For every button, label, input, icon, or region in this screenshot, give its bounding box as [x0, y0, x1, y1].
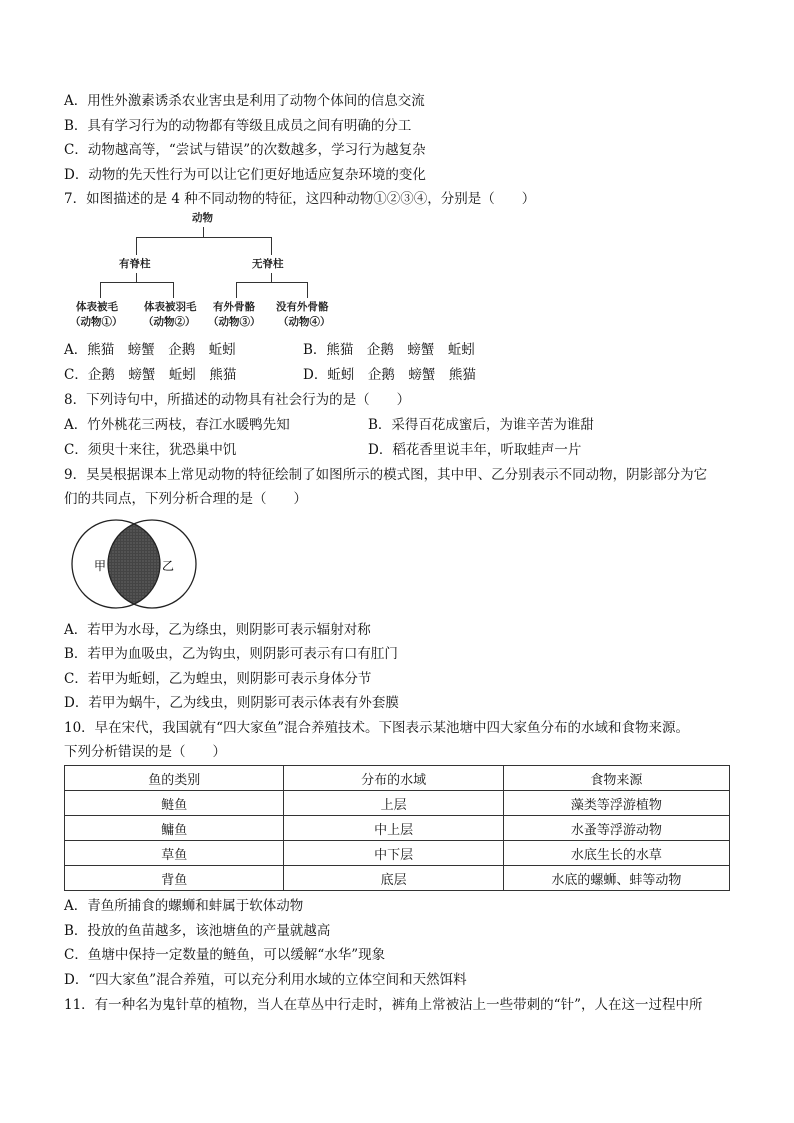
q8-option-c: C．须臾十来往，犹恐巢中饥	[64, 442, 237, 458]
tree-line	[136, 237, 137, 255]
table-row	[65, 841, 730, 866]
q6-option-c: C．动物越高等，“尝试与错误”的次数越多，学习行为越复杂	[64, 142, 426, 158]
table-cell: 鳙鱼	[65, 816, 284, 841]
tree-leaf-1-sub: （动物①）	[70, 316, 123, 328]
table-header-row	[65, 766, 730, 791]
tree-line	[271, 273, 272, 282]
venn-diagram-svg	[64, 512, 204, 616]
tree-leaf-3: 有外骨骼	[213, 301, 255, 313]
tree-leaf-4-sub: （动物④）	[278, 316, 331, 328]
table-cell: 上层	[284, 791, 503, 816]
table-cell: 水底的螺蛳、蚌等动物	[503, 866, 729, 891]
table-row	[65, 816, 730, 841]
q9-option-a: A．若甲为水母，乙为绦虫，则阴影可表示辐射对称	[64, 622, 371, 638]
table-header-cell: 鱼的类别	[65, 766, 284, 791]
venn-label-left: 甲	[94, 559, 107, 573]
table-cell: 底层	[284, 866, 503, 891]
table-cell: 中上层	[284, 816, 503, 841]
table-header-cell: 食物来源	[503, 766, 729, 791]
venn-label-right: 乙	[162, 559, 175, 573]
q6-option-d: D．动物的先天性行为可以让它们更好地适应复杂环境的变化	[64, 167, 426, 183]
tree-line	[100, 282, 174, 283]
tree-line	[136, 237, 272, 238]
tree-vertebrate-label: 有脊柱	[119, 258, 151, 270]
q9-stem-line-2: 们的共同点，下列分析合理的是（ ）	[64, 491, 307, 507]
venn-diagram	[64, 512, 204, 616]
q10-stem-line-1: 10．早在宋代，我国就有“四大家鱼”混合养殖技术。下图表示某池塘中四大家鱼分布的水域和食物来源。	[64, 720, 689, 736]
q7-option-c: C．企鹅 螃蟹 蚯蚓 熊猫	[64, 367, 237, 383]
q7-stem: 7．如图描述的是 4 种不同动物的特征，这四种动物①②③④，分别是（ ）	[64, 191, 536, 207]
q7-option-a: A．熊猫 螃蟹 企鹅 蚯蚓	[64, 342, 236, 358]
q7-option-b: B．熊猫 企鹅 螃蟹 蚯蚓	[303, 342, 475, 358]
table-row	[65, 791, 730, 816]
table-cell: 水底生长的水草	[503, 841, 729, 866]
q11-stem: 11．有一种名为鬼针草的植物，当人在草丛中行走时，裤角上常被沾上一些带刺的“针”，人在这一过程中所	[64, 997, 703, 1013]
table-cell: 藻类等浮游植物	[503, 791, 729, 816]
q8-option-a: A．竹外桃花三两枝，春江水暖鸭先知	[64, 417, 290, 433]
q6-option-b: B．具有学习行为的动物都有等级且成员之间有明确的分工	[64, 118, 412, 134]
tree-line	[236, 282, 308, 283]
table-cell: 水蚤等浮游动物	[503, 816, 729, 841]
tree-root-label: 动物	[192, 212, 213, 224]
q10-option-a: A．青鱼所捕食的螺蛳和蚌属于软体动物	[64, 898, 304, 914]
tree-line	[271, 237, 272, 255]
tree-line	[136, 273, 137, 282]
tree-leaf-2: 体表被羽毛	[144, 301, 197, 313]
q10-stem-line-2: 下列分析错误的是（ ）	[64, 744, 226, 760]
q6-option-a: A．用性外激素诱杀农业害虫是利用了动物个体间的信息交流	[64, 93, 425, 109]
q8-stem: 8．下列诗句中，所描述的动物具有社会行为的是（ ）	[64, 392, 411, 408]
q9-option-b: B．若甲为血吸虫，乙为钩虫，则阴影可表示有口有肛门	[64, 646, 398, 662]
tree-line	[307, 282, 308, 298]
tree-leaf-2-sub: （动物②）	[143, 316, 196, 328]
tree-leaf-4: 没有外骨骼	[276, 301, 329, 313]
q10-option-d: D．“四大家鱼”混合养殖，可以充分利用水域的立体空间和天然饵料	[64, 972, 467, 988]
table-row	[65, 866, 730, 891]
table-cell: 中下层	[284, 841, 503, 866]
q8-option-d: D．稻花香里说丰年，听取蛙声一片	[368, 442, 582, 458]
table-header-cell: 分布的水域	[284, 766, 503, 791]
tree-line	[203, 227, 204, 237]
q10-option-b: B．投放的鱼苗越多，该池塘鱼的产量就越高	[64, 923, 331, 939]
q10-option-c: C．鱼塘中保持一定数量的鲢鱼，可以缓解“水华”现象	[64, 947, 386, 963]
tree-line	[173, 282, 174, 298]
table-cell: 鲢鱼	[65, 791, 284, 816]
fish-distribution-table	[64, 765, 730, 891]
table-cell: 背鱼	[65, 866, 284, 891]
tree-invertebrate-label: 无脊柱	[252, 258, 284, 270]
q9-stem-line-1: 9．昊昊根据课本上常见动物的特征绘制了如图所示的模式图，其中甲、乙分别表示不同动物，阴影部分为它	[64, 467, 708, 483]
q8-option-b: B．采得百花成蜜后，为谁辛苦为谁甜	[368, 417, 594, 433]
tree-leaf-1: 体表被毛	[76, 301, 118, 313]
table-cell: 草鱼	[65, 841, 284, 866]
tree-line	[100, 282, 101, 298]
tree-line	[236, 282, 237, 298]
animal-classification-tree	[64, 212, 340, 336]
q9-option-c: C．若甲为蚯蚓，乙为蝗虫，则阴影可表示身体分节	[64, 671, 372, 687]
tree-leaf-3-sub: （动物③）	[208, 316, 261, 328]
q9-option-d: D．若甲为蜗牛，乙为线虫，则阴影可表示体表有外套膜	[64, 695, 399, 711]
q7-option-d: D．蚯蚓 企鹅 螃蟹 熊猫	[303, 367, 476, 383]
